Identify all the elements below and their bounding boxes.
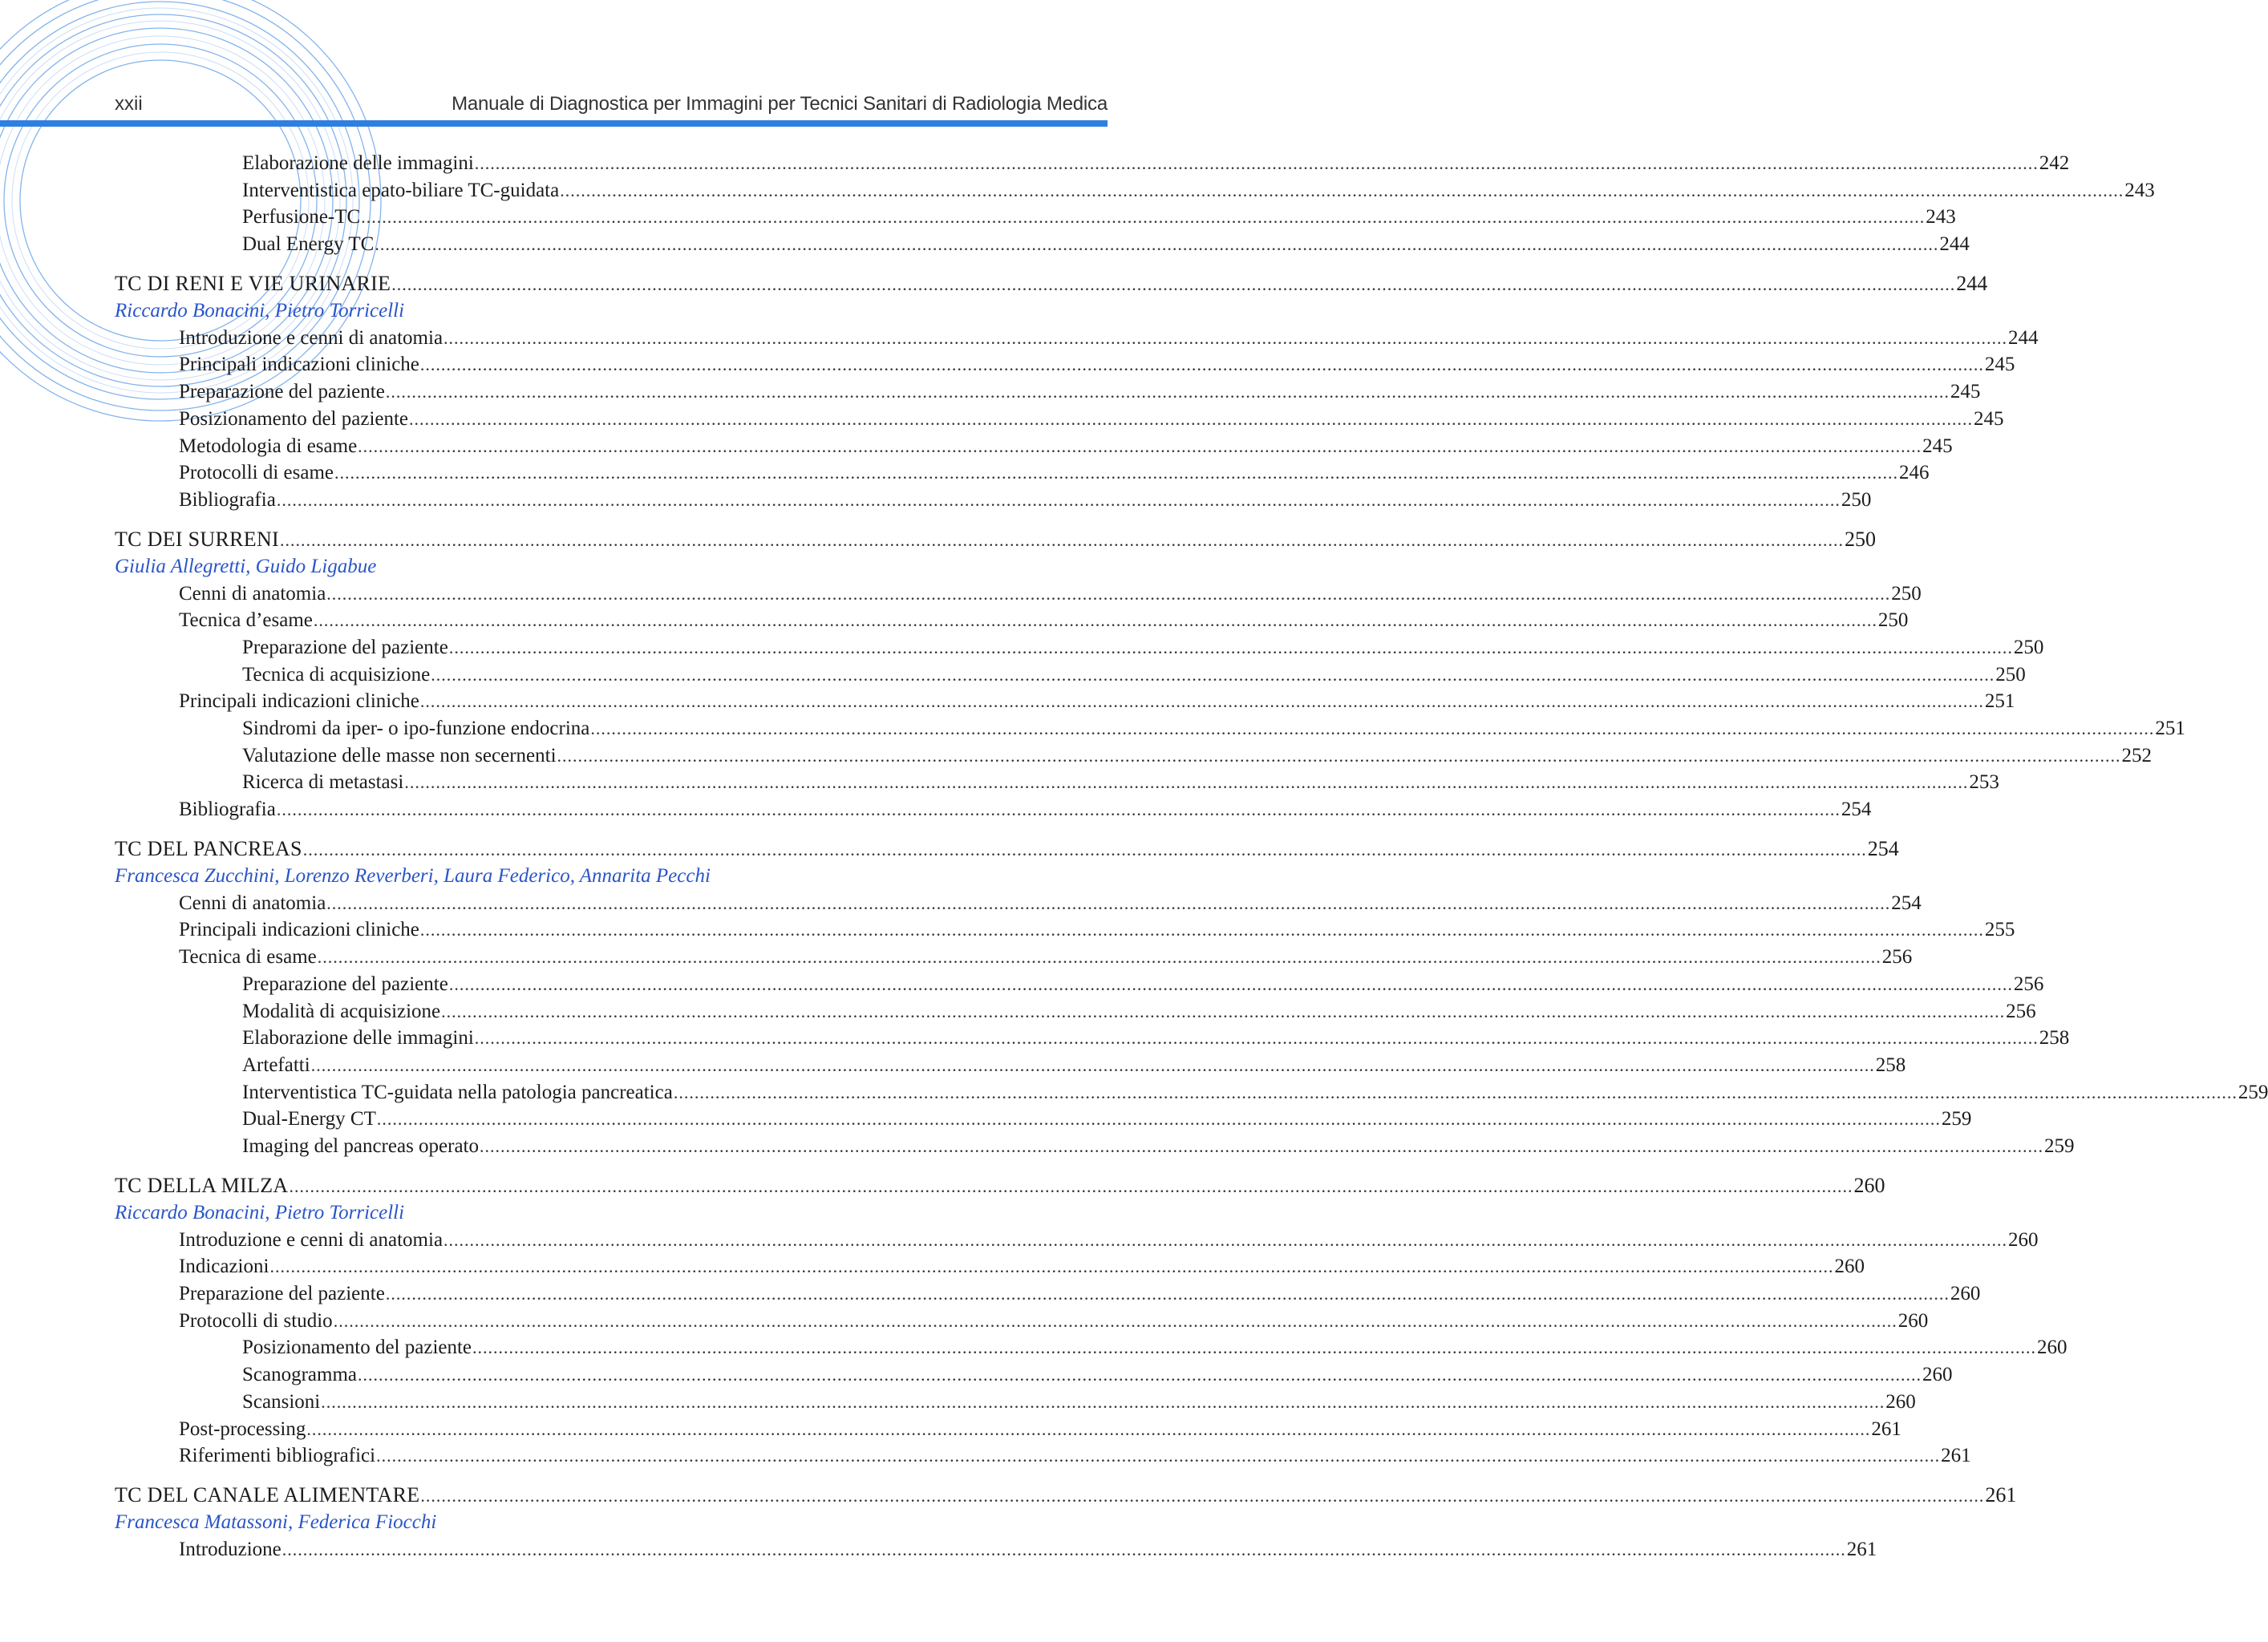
page-ref: 245 [1984,354,2015,376]
dot-leader: ............................................................................................................................................................................................................................................................................................................ [419,920,1984,940]
entry-title: Tecnica di acquisizione [242,663,431,686]
dot-leader: ............................................................................................................................................................................................................................................................................................................ [276,489,1841,510]
toc-entry-row[interactable] [242,1389,1916,1415]
page-ref: 244 [1956,272,1988,296]
page-ref: 242 [2039,152,2070,174]
page-ref: 250 [1841,488,1872,511]
toc-entry-row[interactable] [179,352,2015,378]
toc-entry-row[interactable] [179,406,2004,432]
page-ref: 256 [2006,1000,2036,1022]
toc-entry-row[interactable] [179,460,1930,486]
dot-leader: ............................................................................................................................................................................................................................................................................................................ [279,530,1844,551]
dot-leader: ............................................................................................................................................................................................................................................................................................................ [385,1284,1950,1304]
dot-leader: ............................................................................................................................................................................................................................................................................................................ [480,1136,2044,1156]
entry-title: Posizionamento del paziente [242,1337,472,1359]
page-ref: 259 [2044,1135,2075,1157]
page-ref: 260 [1834,1256,1865,1278]
toc-entry-row[interactable] [179,379,1981,405]
entry-title: Dual-Energy CT [242,1108,376,1130]
entry-title: Cenni di anatomia [179,892,326,914]
page-ref: 243 [1926,206,1956,229]
dot-leader: ............................................................................................................................................................................................................................................................................................................ [474,1028,2039,1049]
page-ref: 260 [2037,1337,2068,1359]
toc-entry-row[interactable] [242,204,1956,230]
dot-leader: ............................................................................................................................................................................................................................................................................................................ [276,799,1841,820]
entry-title: Dual Energy TC [242,233,375,256]
toc-entry-row[interactable] [179,326,2039,351]
toc-entry-row[interactable] [179,1308,1929,1334]
page-ref: 251 [1984,690,2015,713]
page-ref: 252 [2121,744,2153,766]
toc-chapter-row[interactable] [115,1173,1885,1199]
entry-title: Elaborazione delle immagini [242,1027,474,1050]
page-ref: 250 [2013,636,2044,658]
dot-leader: ............................................................................................................................................................................................................................................................................................................ [333,1310,1897,1331]
entry-title: Imaging del pancreas operato [242,1135,480,1157]
page-ref: 250 [1891,582,1922,605]
chapter-title: TC DEL PANCREAS [115,837,302,861]
toc-entry-row[interactable] [179,1417,1901,1442]
entry-title: Bibliografia [179,488,276,511]
dot-leader: ............................................................................................................................................................................................................................................................................................................ [419,691,1984,712]
dot-leader: ............................................................................................................................................................................................................................................................................................................ [375,234,1939,255]
dot-leader: ............................................................................................................................................................................................................................................................................................................ [289,1176,1853,1197]
page-ref: 261 [1846,1538,1877,1560]
entry-title: Protocolli di studio [179,1309,333,1332]
page-ref: 260 [1922,1364,1953,1386]
entry-title: Indicazioni [179,1256,269,1278]
page-ref: 255 [1984,919,2015,941]
entry-title: Protocolli di esame [179,462,334,484]
entry-title: Principali indicazioni cliniche [179,919,419,941]
entry-title: Modalità di acquisizione [242,1000,441,1022]
entry-title: Introduzione e cenni di anatomia [179,1228,443,1251]
entry-title: Perfusione-TC [242,206,361,229]
toc-entry-row[interactable] [179,1227,2039,1253]
entry-title: Preparazione del paziente [179,381,385,403]
entry-title: Cenni di anatomia [179,582,326,605]
toc-entry-row[interactable] [242,1053,1906,1078]
toc-entry-row[interactable] [242,232,1970,257]
entry-title: Metodologia di esame [179,435,358,457]
entry-title: Posizionamento del paziente [179,407,409,430]
page-ref: 244 [2008,326,2039,349]
toc-entry-row[interactable] [179,1443,1971,1469]
page-ref: 260 [1950,1283,1981,1304]
page-ref: 261 [1985,1483,2017,1507]
toc-chapter-row[interactable] [115,836,1899,862]
entry-title: Principali indicazioni cliniche [179,690,419,713]
page-ref: 258 [2039,1027,2070,1050]
entry-title: Scansioni [242,1390,321,1413]
page-ref: 244 [1939,233,1970,256]
entry-title: Riferimenti bibliografici [179,1445,376,1467]
page-ref: 254 [1867,837,1899,861]
dot-leader: ............................................................................................................................................................................................................................................................................................................ [306,1418,1871,1439]
dot-leader: ............................................................................................................................................................................................................................................................................................................ [326,583,1891,604]
entry-title: Tecnica d’esame [179,609,313,632]
page-number: xxii [115,93,143,115]
page-ref: 261 [1941,1445,1971,1467]
dot-leader: ............................................................................................................................................................................................................................................................................................................ [326,892,1891,913]
entry-title: Introduzione [179,1538,281,1560]
chapter-title: TC DEL CANALE ALIMENTARE [115,1483,420,1507]
toc-chapter-row[interactable] [115,271,1988,297]
dot-leader: ............................................................................................................................................................................................................................................................................................................ [376,1446,1941,1466]
toc-entry-row[interactable] [242,999,2036,1025]
chapter-authors: Riccardo Bonacini, Pietro Torricelli [115,1201,405,1223]
entry-title: Scanogramma [242,1364,358,1386]
toc-entry-row[interactable] [179,581,1922,607]
page-ref: 256 [2013,973,2044,995]
page-ref: 245 [1974,407,2004,430]
dot-leader: ............................................................................................................................................................................................................................................................................................................ [409,408,1974,429]
dot-leader: ............................................................................................................................................................................................................................................................................................................ [431,664,1995,685]
page-ref: 254 [1891,892,1922,914]
dot-leader: ............................................................................................................................................................................................................................................................................................................ [385,382,1950,402]
page-ref: 258 [1875,1054,1906,1076]
page-ref: 250 [1877,609,1909,632]
dot-leader: ............................................................................................................................................................................................................................................................................................................ [376,1109,1941,1130]
dot-leader: ............................................................................................................................................................................................................................................................................................................ [448,973,2013,994]
toc-entry-row[interactable] [179,891,1922,916]
toc-entry-row[interactable] [179,797,1872,823]
entry-title: Post-processing [179,1418,306,1440]
toc-entry-row[interactable] [242,972,2044,997]
dot-leader: ............................................................................................................................................................................................................................................................................................................ [281,1539,1846,1559]
toc-entry-row[interactable] [242,1362,1953,1388]
page-ref: 260 [1885,1390,1916,1413]
entry-title: Tecnica di esame [179,946,317,969]
chapter-authors: Francesca Matassoni, Federica Fiocchi [115,1511,437,1534]
dot-leader: ............................................................................................................................................................................................................................................................................................................ [334,463,1899,483]
page-ref: 256 [1881,946,1913,969]
toc-entry-row[interactable] [179,608,1909,633]
page-ref: 251 [2155,718,2185,739]
entry-title: Preparazione del paziente [179,1283,385,1304]
page-ref: 243 [2124,179,2155,201]
dot-leader: ............................................................................................................................................................................................................................................................................................................ [474,153,2039,173]
dot-leader: ............................................................................................................................................................................................................................................................................................................ [404,772,1969,793]
toc-entry-row[interactable] [179,689,2015,714]
entry-title: Elaborazione delle immagini [242,152,474,174]
entry-title: Artefatti [242,1054,310,1076]
chapter-title: TC DI RENI E VIE URINARIE [115,272,391,296]
dot-leader: ............................................................................................................................................................................................................................................................................................................ [302,839,1867,860]
toc-entry-row[interactable] [242,151,2070,176]
entry-title: Introduzione e cenni di anatomia [179,326,443,349]
running-title: Manuale di Diagnostica per Immagini per Tecnici Sanitari di Radiologia Medica [452,93,1108,115]
page-ref: 260 [1897,1309,1929,1332]
toc-entry-row[interactable] [179,434,1953,459]
page-ref: 260 [2008,1228,2039,1251]
page-ref: 254 [1841,799,1872,821]
chapter-authors: Giulia Allegretti, Guido Ligabue [115,555,377,577]
dot-leader: ............................................................................................................................................................................................................................................................................................................ [317,947,1881,968]
dot-leader: ............................................................................................................................................................................................................................................................................................................ [441,1001,2006,1021]
toc-entry-row[interactable] [242,716,2185,742]
toc-entry-row[interactable] [242,662,2026,688]
entry-title: Valutazione delle masse non secernenti [242,744,557,766]
page-ref: 245 [1950,381,1981,403]
dot-leader: ............................................................................................................................................................................................................................................................................................................ [310,1054,1875,1075]
dot-leader: ............................................................................................................................................................................................................................................................................................................ [673,1082,2238,1102]
page-ref: 259 [2238,1081,2268,1103]
toc-entry-row[interactable] [179,1537,1877,1563]
chapter-authors: Riccardo Bonacini, Pietro Torricelli [115,300,405,322]
page-ref: 246 [1899,462,1930,484]
dot-leader: ............................................................................................................................................................................................................................................................................................................ [358,435,1922,456]
dot-leader: ............................................................................................................................................................................................................................................................................................................ [358,1365,1922,1385]
dot-leader: ............................................................................................................................................................................................................................................................................................................ [420,1486,1985,1507]
toc-entry-row[interactable] [242,1080,2268,1106]
toc-chapter-row[interactable] [115,527,1876,552]
toc-entry-row[interactable] [179,1254,1865,1280]
entry-title: Preparazione del paziente [242,973,448,995]
dot-leader: ............................................................................................................................................................................................................................................................................................................ [361,207,1926,228]
toc-entry-row[interactable] [242,743,2153,769]
page-ref: 250 [1844,528,1876,552]
dot-leader: ............................................................................................................................................................................................................................................................................................................ [560,180,2124,200]
page-ref: 261 [1871,1418,1901,1440]
toc-entry-row[interactable] [179,1281,1981,1307]
chapter-title: TC DELLA MILZA [115,1174,289,1198]
page-ref: 260 [1853,1174,1885,1198]
dot-leader: ............................................................................................................................................................................................................................................................................................................ [557,745,2121,766]
toc-entry-row[interactable] [179,944,1913,970]
page-ref: 250 [1995,663,2026,686]
entry-title: Interventistica epato-biliare TC-guidata [242,179,560,201]
toc-entry-row[interactable] [242,1025,2070,1051]
dot-leader: ............................................................................................................................................................................................................................................................................................................ [321,1391,1885,1412]
entry-title: Interventistica TC-guidata nella patologia pancreatica [242,1081,673,1103]
dot-leader: ............................................................................................................................................................................................................................................................................................................ [391,274,1956,295]
dot-leader: ............................................................................................................................................................................................................................................................................................................ [269,1256,1834,1277]
entry-title: Sindromi da iper- o ipo-funzione endocrina [242,718,590,739]
entry-title: Bibliografia [179,799,276,821]
entry-title: Principali indicazioni cliniche [179,354,419,376]
dot-leader: ............................................................................................................................................................................................................................................................................................................ [419,354,1984,375]
toc-entry-row[interactable] [179,917,2015,943]
chapter-title: TC DEI SURRENI [115,528,279,552]
dot-leader: ............................................................................................................................................................................................................................................................................................................ [443,327,2008,348]
chapter-authors: Francesca Zucchini, Lorenzo Reverberi, Laura Federico, Annarita Pecchi [115,865,711,887]
entry-title: Preparazione del paziente [242,636,448,658]
dot-leader: ............................................................................................................................................................................................................................................................................................................ [313,610,1877,631]
toc-entry-row[interactable] [242,635,2044,661]
toc-entry-row[interactable] [242,1134,2075,1159]
dot-leader: ............................................................................................................................................................................................................................................................................................................ [590,718,2155,738]
toc-entry-row[interactable] [242,1106,1972,1132]
toc-entry-row[interactable] [179,487,1872,513]
page-ref: 259 [1941,1108,1972,1130]
toc-entry-row[interactable] [242,770,1999,795]
entry-title: Ricerca di metastasi [242,771,404,794]
page-ref: 245 [1922,435,1953,457]
dot-leader: ............................................................................................................................................................................................................................................................................................................ [448,637,2013,657]
toc-entry-row[interactable] [242,1335,2068,1361]
dot-leader: ............................................................................................................................................................................................................................................................................................................ [443,1229,2008,1250]
page-ref: 253 [1969,771,1999,794]
toc-chapter-row[interactable] [115,1482,2017,1508]
dot-leader: ............................................................................................................................................................................................................................................................................................................ [472,1337,2037,1358]
toc-entry-row[interactable] [242,178,2155,204]
